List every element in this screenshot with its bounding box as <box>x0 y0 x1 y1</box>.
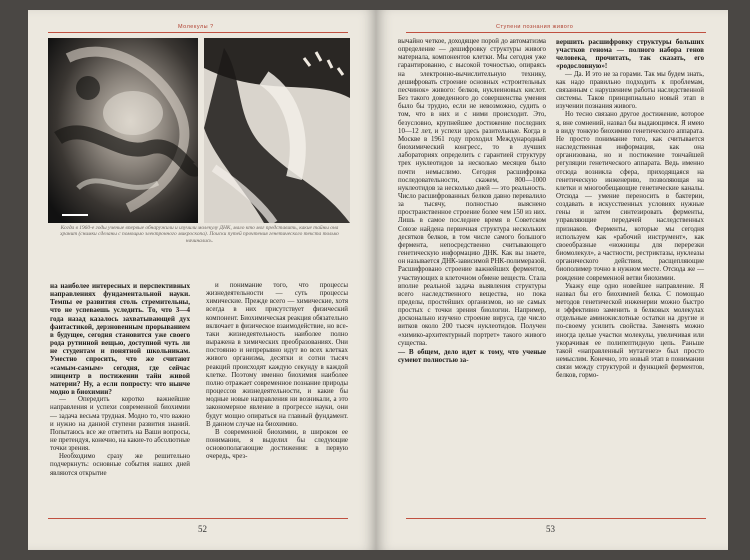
paragraph: Необходимо сразу же решительно подчеркнуть: основные события наших дней являются открытие <box>50 453 190 477</box>
paragraph: Укажу еще одно новейшее направление. Я назвал бы его биохимией белка. С помощью методов генетической инженерии можно быстро и эффективно заменить в белковых молекулах отдельные аминокислотные остатки на другие и по-своему усилить свойства. Заменять можно иногда целые участки молекулы, увеличивая или укорачивая ее полипептидную цепь. Раньше такой «направленный мутагенез» был просто немыслим. Конечно, это новый этап в понимании связи между структурой и функцией ферментов, белков, гормо- <box>556 282 704 380</box>
right-page-column-2 <box>556 38 704 381</box>
page-number: 53 <box>546 524 555 534</box>
paragraph: — Опередить коротко важнейшие направления и успехи современной биохимии — задача весьма трудная. Модно то, что важно и нужно на данной ступени развития знаний. Попытаюсь все же ответить на Ваши вопросы, не претендуя, конечно, на какие-то абсолютные точки зрения. <box>50 396 190 453</box>
running-head: Молекулы ? <box>178 24 214 30</box>
left-page-column-1 <box>50 282 190 478</box>
paragraph: Но тесно связано другое достижение, которое я, вне сомнений, назвал бы выдающимся. Я имею в виду тонкую биохимию генетического аппарата. Не просто понимание того, как считывается наследственная информация, как она организована, но и постижение тончайшей регуляции генетического аппарата. Ведь именно отсюда возникла сфера, приходящаяся на генетическую инженерию, позволяющая на клетки и многообещающие генетические каналы. Отсюда — умение переносить в бактерии, создавать в искусственных условиях нужные гены и затем синтезировать ферменты, управляющие передачей наследственных признаков. Ферменты, которые мы сегодня используем как «рабочий инструмент», как своеобразные «ножницы для перерезки биомолекул», а частности, рестриктазы, нуклеазы органического действия, расщепляющие биополимер точно в нужном месте. Отсюда же — рождение современной ветви биохимии. <box>556 111 704 282</box>
paragraph: В современной биохимии, в широком ее понимании, я выделил бы следующие основополагающие достижения: в первую очередь, чрез- <box>206 428 348 461</box>
footer-rule <box>48 518 348 519</box>
header-rule <box>406 32 706 33</box>
paragraph: и понимание того, что процессы жизнедеятельности — суть процессы химические. Прежде всего — химические, хотя всегда в них присутствует физический компонент. Биохимическая реакция обязательно включает в физическое взаимодействие, но все-таки жизнедеятельность наиболее полно выражена в химических преобразованиях. Они постоянно и непрерывно идут во всех клетках живого организма, десятки и сотни тысяч реакций происходят каждую секунду в каждой клетке. Поэтому именно биохимия наиболее полно отражает современное познание природы процессов жизнедеятельности, и какие бы модные новые направления ни возникали, а это закономерное явление в прогрессе науки, они будут мощно опираться на главный фундамент. В данном случае на биохимию. <box>206 282 348 428</box>
book-spread <box>28 10 728 550</box>
bold-question: — В общем, дело идет к тому, что ученые сумеют полностью за- <box>398 347 546 365</box>
page-number: 52 <box>198 524 207 534</box>
right-page <box>376 10 728 550</box>
header-rule <box>48 32 348 33</box>
left-page <box>28 10 376 550</box>
bold-question: вершить расшифровку структуры больших участков генома — полного набора генов человека, прочитать, так сказать, его «родословную»! <box>556 38 704 71</box>
bold-question: на наиболее интересных и перспективных направлениях фундаментальной науки. Темпы ее развития столь стремительны, что не успеваешь уследить. То, что 3—4 года назад казалось захватывающей дух фантастикой, дерзновенным прорыванием в будущее, сегодня становится уже своего рода рутинной вещью, доступной чуть ли не студентам и понятной школьникам. Уместно спросить, что же считают «самым-самым» сегодня, где сейчас эпицентр в постижении тайн живой материи? Ну, а если попросту: что нынче модно в биохимии? <box>50 282 190 397</box>
running-head: Ступени познания живого <box>496 24 574 30</box>
figure-caption: Когда в 1960-е годы ученые впервые обнаружили и изучили молекулу ДНК, мало кто мог представить, какие тайны она хранит (снимки сделаны с помощью электронного микроскопа). Поиски путей прочтения генетического текста только начинались. <box>60 225 339 244</box>
micrograph-photo-left <box>48 38 198 223</box>
scale-bar <box>62 214 88 216</box>
paragraph: — Да. И это не за горами. Так мы будем знать, как надо правильно подходить к проблемам, связанным с нарушением работы наследственной системы. Таков принципиально новый этап в изучении познания живого. <box>556 70 704 111</box>
footer-rule <box>406 518 706 519</box>
left-page-column-2 <box>206 282 348 461</box>
micrograph-photo-right <box>204 38 350 223</box>
right-page-column-1 <box>398 38 546 364</box>
paragraph: вычайно четкое, доходящее порой до автоматизма определение — дешифровку структуры живого материала, компонентов клетки. Мы сегодня уже гарантированно, с высокой точностью, опираясь на электронно-вычислительную технику, дешифровать строение основных «строительных песчинок» живого: белков, нуклеиновых кислот. Без такого доведенного до совершенства умения было бы трудно, если не невозможно, судить о том, что в них и с ними происходит. Это, безусловно, крупнейшее достижение последних 10—12 лет, и успехи здесь разительные. Когда в Москве в 1961 году проходил Международный биохимический конгресс, то в лучших лабораториях определить с гарантией структуру трех нуклеотидов за несколько месяцев было почти немыслимо. Сегодня расшифровка последовательности, скажем, 800—1000 нуклеотидов за несколько дней — это реальность. Число расшифрованных белков давно перевалило за тысячу, полностью выяснено пространственное строение более чем 150 из них. Лишь в самое последнее время в Советском Союзе найдена первичная структура нескольких десятков белков, в том числе самого большого фермента, непосредственно считывающего генетическую информацию ДНК. Как вы знаете, он называется ДНК-зависимой РНК-полимеразой. Расшифровано строение важнейших ферментов, участвующих в клеточном обмене веществ. Стала вполне реальной задача выявления структуры всего наследственного вещества, но пока пределы, простейших организмов, но не самых простых с точки зрения биологии. Например, досконально изучено строение вируса, где число витков около 200 тысяч нуклеотидов. Получен «химико-архитектурный портрет» такого живого существа. <box>398 38 546 347</box>
